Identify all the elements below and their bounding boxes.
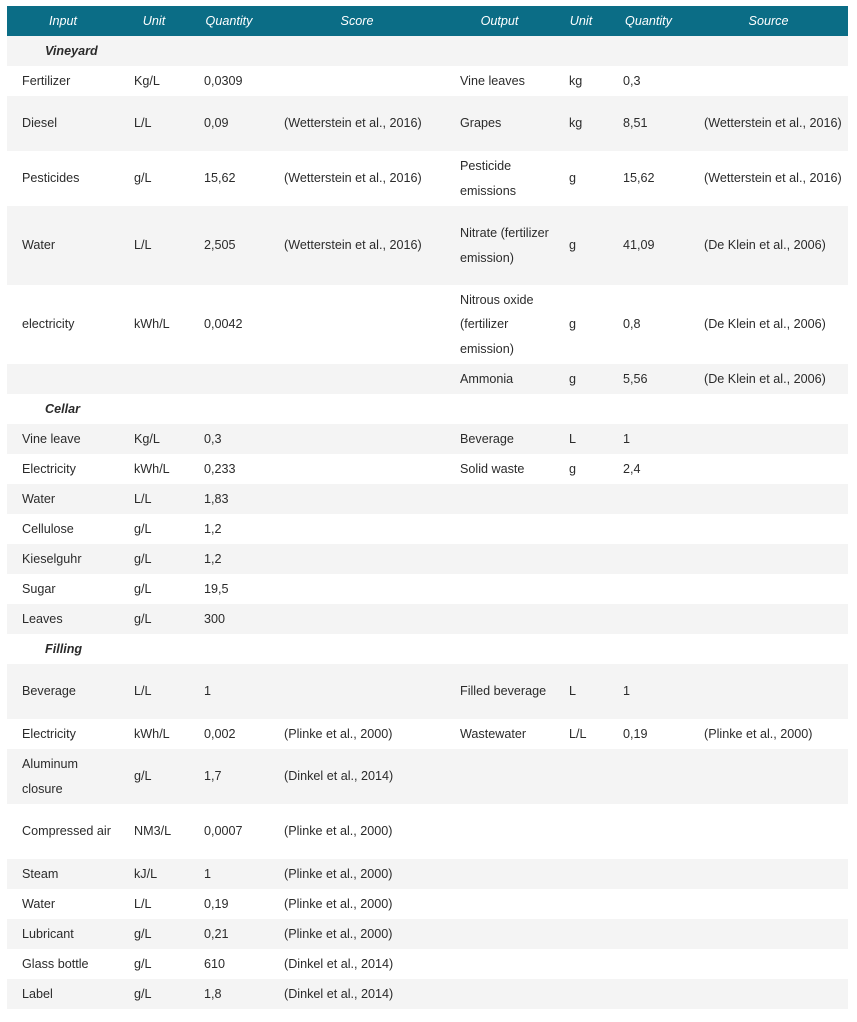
cell-unit: L/L — [119, 96, 189, 151]
cell-unit: g/L — [119, 604, 189, 634]
table-row — [7, 574, 848, 604]
cell-source — [689, 424, 848, 454]
cell-score — [269, 66, 445, 96]
cell-output-quantity: 1 — [608, 424, 689, 454]
cell-output — [445, 919, 554, 949]
table-row — [7, 206, 848, 285]
cell-output-quantity — [608, 889, 689, 919]
table-row — [7, 804, 848, 859]
cell-output — [445, 514, 554, 544]
cell-quantity: 1,83 — [189, 484, 269, 514]
cell-unit: g/L — [134, 581, 152, 596]
cell-source — [689, 979, 848, 1009]
cell-score — [269, 364, 445, 394]
cell-source — [689, 949, 848, 979]
cell-output: Grapes — [445, 96, 554, 151]
cell-input: Sugar — [22, 581, 56, 596]
cell-score: (Dinkel et al., 2014) — [269, 749, 445, 804]
cell-source: (De Klein et al., 2006) — [689, 364, 848, 394]
cell-output-quantity — [608, 604, 689, 634]
section-row — [7, 36, 848, 66]
table-row — [7, 949, 848, 979]
cell-output-quantity — [608, 949, 689, 979]
cell-unit: L/L — [119, 484, 189, 514]
cell-score: (Wetterstein et al., 2016) — [269, 96, 445, 151]
cell-quantity: 0,233 — [204, 461, 236, 476]
cell-score: (Plinke et al., 2000) — [269, 919, 445, 949]
cell-output: Pesticide emissions — [460, 159, 516, 198]
cell-output-quantity: 0,3 — [623, 73, 641, 88]
cell-quantity: 0,0309 — [204, 73, 243, 88]
cell-input: Cellulose — [22, 521, 74, 536]
cell-source: (Plinke et al., 2000) — [704, 726, 813, 741]
cell-output-unit — [554, 919, 608, 949]
cell-output — [445, 604, 554, 634]
cell-quantity: 1 — [189, 859, 269, 889]
cell-unit: g/L — [119, 544, 189, 574]
cell-output — [445, 484, 554, 514]
cell-quantity: 1,2 — [189, 544, 269, 574]
cell-output: Solid waste — [460, 461, 525, 476]
table-row — [7, 285, 848, 364]
cell-source — [689, 859, 848, 889]
cell-quantity: 2,505 — [189, 206, 269, 285]
cell-output-unit — [554, 859, 608, 889]
cell-quantity: 15,62 — [204, 171, 236, 186]
cell-output: Nitrate (fertilizer emission) — [445, 206, 554, 285]
cell-quantity: 1 — [189, 664, 269, 719]
table-row — [7, 484, 848, 514]
cell-output-quantity — [608, 919, 689, 949]
cell-output: Vine leaves — [460, 73, 525, 88]
cell-input: Diesel — [7, 96, 119, 151]
cell-output-unit — [554, 889, 608, 919]
cell-source: (Wetterstein et al., 2016) — [689, 96, 848, 151]
cell-score — [269, 454, 445, 484]
cell-output: Nitrous oxide (fertilizer emission) — [460, 292, 534, 356]
cell-input: Pesticides — [22, 171, 80, 186]
cell-quantity: 610 — [204, 956, 226, 971]
cell-quantity: 1,7 — [189, 749, 269, 804]
cell-output-unit: g — [569, 171, 577, 186]
cell-output-quantity: 8,51 — [608, 96, 689, 151]
cell-quantity: 0,09 — [189, 96, 269, 151]
cell-output-unit: g — [554, 206, 608, 285]
cell-source: (De Klein et al., 2006) — [689, 206, 848, 285]
col-header-unit: Unit — [119, 6, 189, 36]
col-header-source: Source — [689, 6, 848, 36]
cell-score — [269, 514, 445, 544]
cell-source — [689, 66, 848, 96]
cell-output-quantity — [608, 574, 689, 604]
section-title: Filling — [45, 641, 83, 656]
cell-output-unit: g — [554, 364, 608, 394]
cell-unit: g/L — [119, 979, 189, 1009]
cell-output-quantity — [608, 979, 689, 1009]
cell-unit: g/L — [119, 749, 189, 804]
cell-input: Electricity — [22, 726, 76, 741]
table-row — [7, 514, 848, 544]
cell-output-unit: L — [554, 424, 608, 454]
cell-input — [7, 364, 119, 394]
section-row — [7, 394, 848, 424]
cell-unit: NM3/L — [134, 824, 172, 839]
cell-output: Wastewater — [460, 726, 527, 741]
cell-quantity: 0,002 — [204, 726, 236, 741]
table-row — [7, 719, 848, 749]
cell-source — [689, 544, 848, 574]
table-row — [7, 96, 848, 151]
cell-unit — [119, 364, 189, 394]
cell-input: electricity — [22, 317, 75, 332]
cell-input: Water — [7, 484, 119, 514]
table-row — [7, 979, 848, 1009]
table-row — [7, 919, 848, 949]
cell-output — [445, 979, 554, 1009]
cell-output — [445, 949, 554, 979]
table-row — [7, 364, 848, 394]
cell-source — [689, 574, 848, 604]
cell-unit: g/L — [134, 171, 152, 186]
col-header-input: Input — [7, 6, 119, 36]
cell-score: (Wetterstein et al., 2016) — [269, 206, 445, 285]
cell-input: Compressed air — [22, 824, 111, 839]
cell-output-unit — [554, 979, 608, 1009]
cell-input: Glass bottle — [22, 956, 89, 971]
cell-unit: L/L — [134, 896, 152, 911]
table-body — [7, 36, 848, 1009]
col-header-output-quantity: Quantity — [608, 6, 689, 36]
cell-source — [689, 919, 848, 949]
cell-output-quantity — [608, 514, 689, 544]
cell-unit: L/L — [119, 206, 189, 285]
cell-input: Water — [7, 206, 119, 285]
cell-unit: g/L — [119, 919, 189, 949]
table-row — [7, 66, 848, 96]
cell-output-unit: L — [554, 664, 608, 719]
cell-score — [269, 285, 445, 364]
cell-output-unit — [554, 544, 608, 574]
cell-output-quantity — [608, 544, 689, 574]
cell-source — [689, 454, 848, 484]
cell-source — [689, 664, 848, 719]
cell-output-unit — [554, 514, 608, 544]
cell-score: (Plinke et al., 2000) — [284, 824, 393, 839]
cell-output-unit — [554, 804, 608, 859]
cell-score — [269, 574, 445, 604]
cell-output-quantity: 15,62 — [623, 171, 655, 186]
cell-output: Ammonia — [445, 364, 554, 394]
cell-input: Kieselguhr — [7, 544, 119, 574]
cell-source — [689, 514, 848, 544]
col-header-output: Output — [445, 6, 554, 36]
table-row — [7, 664, 848, 719]
cell-quantity: 1,2 — [204, 521, 222, 536]
cell-unit: g/L — [134, 956, 152, 971]
cell-output-quantity — [608, 484, 689, 514]
cell-output-quantity — [608, 749, 689, 804]
cell-unit: kWh/L — [134, 461, 170, 476]
cell-output — [445, 804, 554, 859]
cell-score — [269, 604, 445, 634]
cell-output-unit — [554, 749, 608, 804]
cell-output-unit: kg — [554, 96, 608, 151]
cell-input: Aluminum closure — [7, 749, 119, 804]
cell-quantity: 19,5 — [204, 581, 229, 596]
cell-output-unit — [554, 604, 608, 634]
cell-source — [689, 804, 848, 859]
cell-source: (Wetterstein et al., 2016) — [704, 171, 842, 186]
cell-output-quantity: 2,4 — [623, 461, 641, 476]
table-row — [7, 454, 848, 484]
cell-output-unit — [554, 574, 608, 604]
cell-unit: Kg/L — [134, 73, 160, 88]
cell-input: Label — [7, 979, 119, 1009]
cell-output: Filled beverage — [445, 664, 554, 719]
cell-quantity: 1,8 — [189, 979, 269, 1009]
cell-output — [445, 574, 554, 604]
cell-output — [445, 889, 554, 919]
cell-input: Fertilizer — [22, 73, 71, 88]
cell-score: (Wetterstein et al., 2016) — [284, 171, 422, 186]
section-title: Vineyard — [45, 43, 98, 58]
cell-source — [689, 889, 848, 919]
cell-output-unit: L/L — [569, 726, 587, 741]
inventory-table — [7, 6, 848, 1009]
cell-output-quantity: 0,8 — [623, 317, 641, 332]
cell-source — [689, 604, 848, 634]
cell-score — [269, 544, 445, 574]
cell-output — [445, 859, 554, 889]
table-row — [7, 424, 848, 454]
cell-output — [445, 544, 554, 574]
cell-output-unit — [554, 949, 608, 979]
cell-input: Vine leave — [7, 424, 119, 454]
cell-quantity: 0,3 — [189, 424, 269, 454]
cell-input: Water — [22, 896, 56, 911]
cell-quantity: 0,0007 — [204, 824, 243, 839]
cell-score — [269, 664, 445, 719]
cell-output-quantity — [608, 859, 689, 889]
cell-source — [689, 749, 848, 804]
cell-unit: kWh/L — [134, 726, 170, 741]
cell-output-quantity: 1 — [608, 664, 689, 719]
cell-input: Beverage — [7, 664, 119, 719]
table-row — [7, 859, 848, 889]
cell-output-quantity: 41,09 — [608, 206, 689, 285]
cell-score — [269, 484, 445, 514]
cell-input: Lubricant — [7, 919, 119, 949]
cell-output-quantity: 0,19 — [623, 726, 648, 741]
cell-unit: kJ/L — [119, 859, 189, 889]
cell-score — [269, 424, 445, 454]
section-title: Cellar — [45, 401, 81, 416]
cell-quantity: 0,0042 — [204, 317, 243, 332]
table-header — [7, 6, 848, 36]
cell-quantity: 0,19 — [204, 896, 229, 911]
table-row — [7, 749, 848, 804]
col-header-quantity: Quantity — [189, 6, 269, 36]
cell-output-unit: kg — [569, 73, 583, 88]
cell-unit: g/L — [134, 521, 152, 536]
cell-score: (Plinke et al., 2000) — [284, 726, 393, 741]
cell-quantity: 300 — [189, 604, 269, 634]
cell-output-unit: g — [569, 317, 577, 332]
col-header-score: Score — [269, 6, 445, 36]
table-row — [7, 151, 848, 206]
cell-output-quantity — [608, 804, 689, 859]
cell-output-unit: g — [569, 461, 577, 476]
cell-score: (Dinkel et al., 2014) — [269, 979, 445, 1009]
cell-quantity: 0,21 — [189, 919, 269, 949]
col-header-output-unit: Unit — [554, 6, 608, 36]
cell-source — [689, 484, 848, 514]
table-row — [7, 889, 848, 919]
cell-output-unit — [554, 484, 608, 514]
cell-input: Steam — [7, 859, 119, 889]
cell-source: (De Klein et al., 2006) — [704, 317, 826, 332]
cell-unit: Kg/L — [119, 424, 189, 454]
cell-score: (Plinke et al., 2000) — [284, 896, 393, 911]
table-row — [7, 544, 848, 574]
cell-output: Beverage — [445, 424, 554, 454]
cell-unit: L/L — [119, 664, 189, 719]
cell-score: (Dinkel et al., 2014) — [284, 956, 394, 971]
cell-output-quantity: 5,56 — [608, 364, 689, 394]
cell-score: (Plinke et al., 2000) — [269, 859, 445, 889]
cell-unit: kWh/L — [134, 317, 170, 332]
table-row — [7, 604, 848, 634]
cell-input: Leaves — [7, 604, 119, 634]
cell-input: Electricity — [22, 461, 76, 476]
section-row — [7, 634, 848, 664]
cell-quantity — [189, 364, 269, 394]
cell-output — [445, 749, 554, 804]
